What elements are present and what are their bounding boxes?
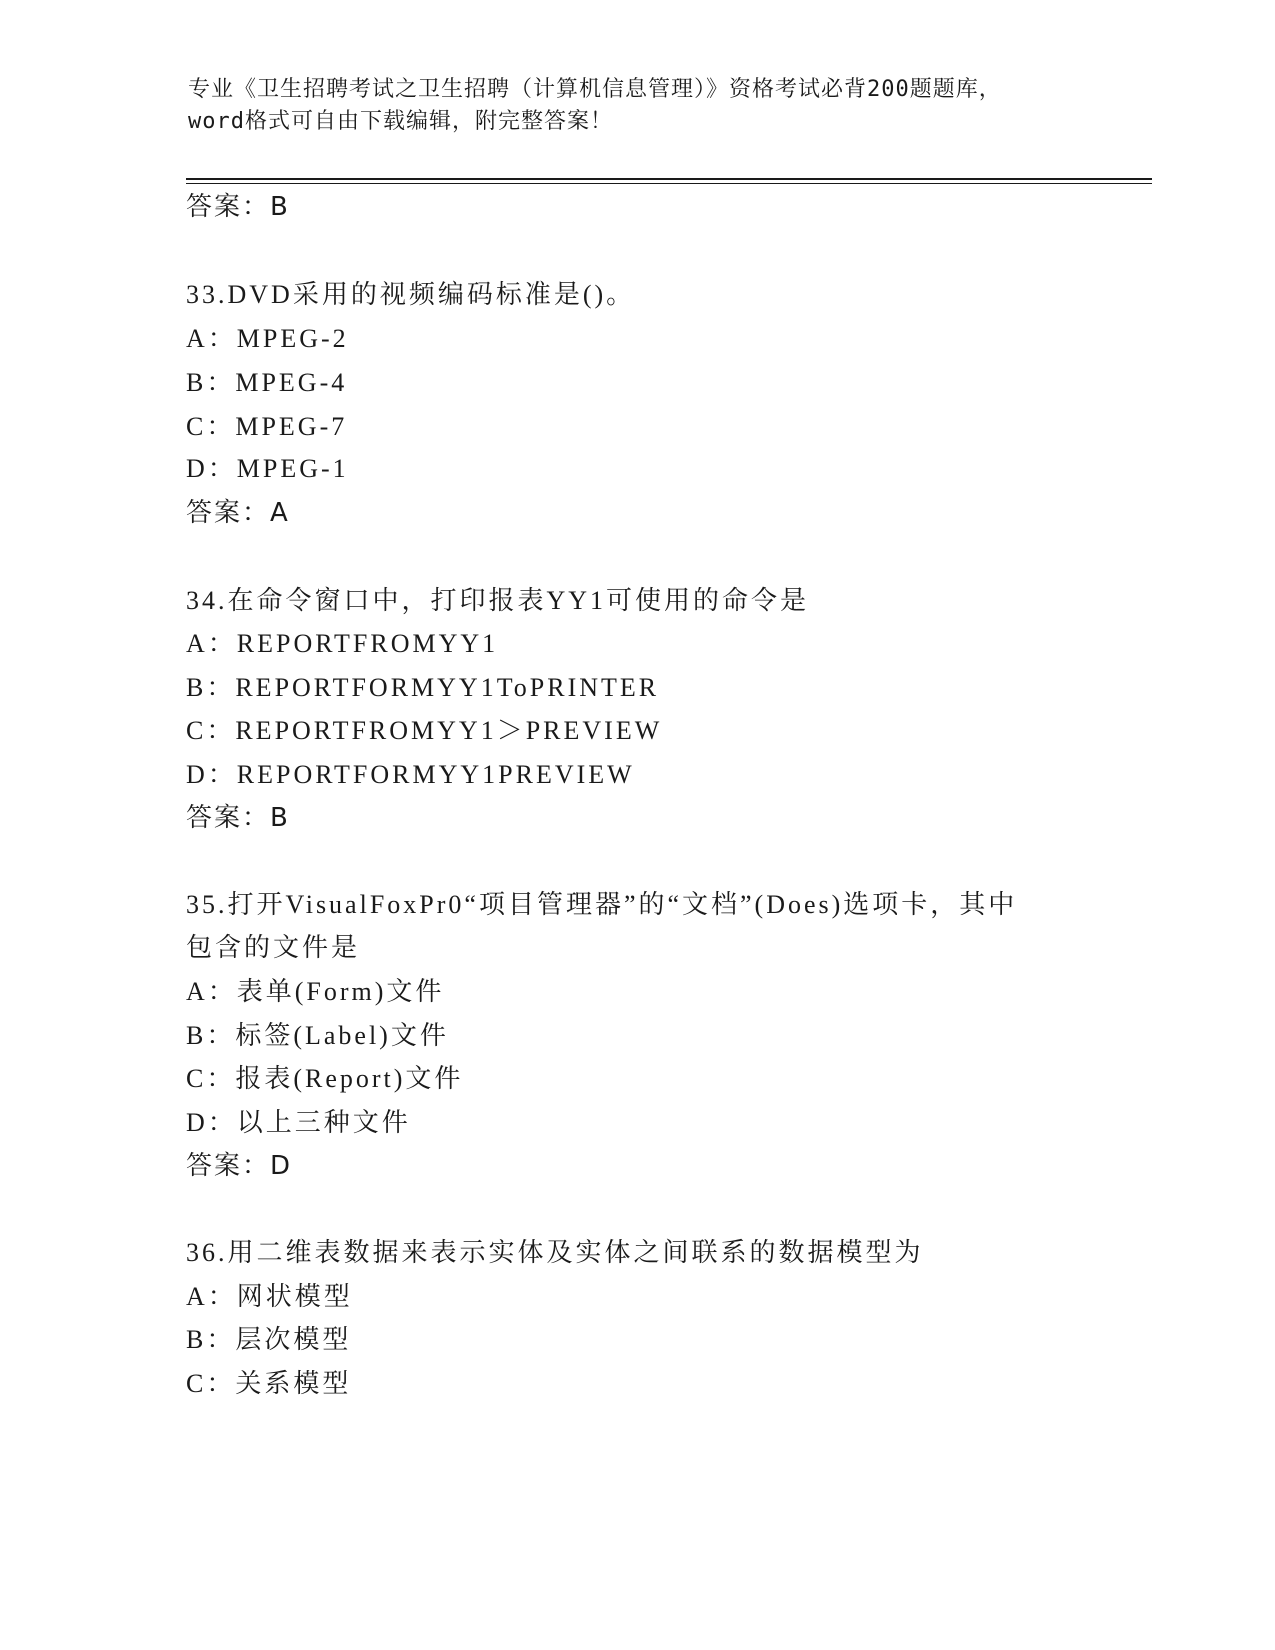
option-a: A：表单(Form)文件 xyxy=(186,977,445,1006)
answer-label: 答案：B xyxy=(186,192,290,222)
option-d: D：MPEG-1 xyxy=(186,454,349,483)
option-b: B：MPEG-4 xyxy=(186,368,348,397)
option-d: D：REPORTFORMYY1PREVIEW xyxy=(186,760,635,789)
option-a: A：REPORTFROMYY1 xyxy=(186,629,499,658)
question-stem: 36.用二维表数据来表示实体及实体之间联系的数据模型为 xyxy=(186,1238,924,1267)
answer-label: 答案：D xyxy=(186,1151,293,1181)
question-stem: 34.在命令窗口中，打印报表YY1可使用的命令是 xyxy=(186,586,810,615)
option-b: B：REPORTFORMYY1ToPRINTER xyxy=(186,673,660,702)
option-c: C：REPORTFROMYY1＞PREVIEW xyxy=(186,716,663,745)
answer-label: 答案：A xyxy=(186,498,290,528)
header-rule-thick xyxy=(186,178,1152,180)
option-a: A：网状模型 xyxy=(186,1282,353,1311)
option-d: D：以上三种文件 xyxy=(186,1108,411,1137)
question-stem-continued: 包含的文件是 xyxy=(186,933,361,962)
document-header xyxy=(188,74,1088,138)
answer-label: 答案：B xyxy=(186,803,290,833)
header-rule-thin xyxy=(186,183,1152,184)
option-b: B：层次模型 xyxy=(186,1325,352,1354)
question-stem: 33.DVD采用的视频编码标准是()。 xyxy=(186,280,636,309)
option-c: C：报表(Report)文件 xyxy=(186,1064,464,1093)
question-stem: 35.打开VisualFoxPr0“项目管理器”的“文档”(Does)选项卡，其中 xyxy=(186,890,1018,919)
option-c: C：关系模型 xyxy=(186,1369,352,1398)
option-c: C：MPEG-7 xyxy=(186,412,348,441)
header-line-1: 专业《卫生招聘考试之卫生招聘（计算机信息管理）》资格考试必背200题题库， xyxy=(188,77,1002,102)
option-a: A：MPEG-2 xyxy=(186,324,349,353)
header-line-2: word格式可自由下载编辑，附完整答案！ xyxy=(188,109,613,134)
option-b: B：标签(Label)文件 xyxy=(186,1021,449,1050)
